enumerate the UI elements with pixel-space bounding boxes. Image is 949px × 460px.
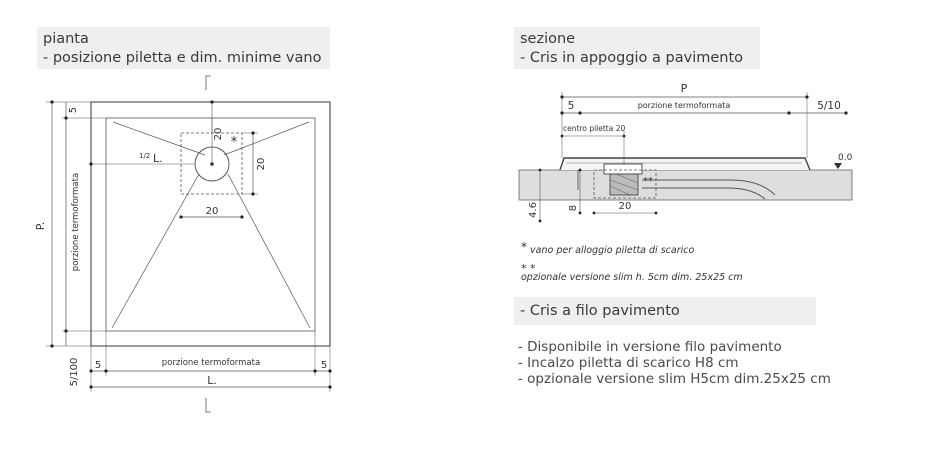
slope-line <box>113 122 205 155</box>
note-1-star: * <box>521 240 527 254</box>
plan-outer-tray <box>91 102 330 346</box>
plan-label-side: porzione termoformata <box>71 172 81 272</box>
section-marker-top <box>206 76 211 90</box>
section-double-star: ** <box>643 176 653 187</box>
slope-line <box>112 174 199 328</box>
plan-bottom-dim-left: 5 <box>94 360 102 371</box>
plan-inner-area <box>106 118 315 331</box>
plan-drain-star: * <box>230 135 238 150</box>
filo-item-1: - Disponibile in versione filo pavimento <box>518 339 782 355</box>
section-header-subtitle: - Cris in appoggio a pavimento <box>520 50 744 66</box>
plan-vano-height: 20 <box>256 157 267 171</box>
filo-item-3: - opzionale versione slim H5cm dim.25x25 cm <box>518 371 831 387</box>
section-level-label: 0.0 <box>838 153 853 163</box>
plan-drain-offset: 20 <box>213 127 224 141</box>
section-P-label: P <box>680 82 688 95</box>
plan-dim-dots <box>50 100 331 388</box>
section-dim-46-label: 4.6 <box>528 202 539 218</box>
plan-dim-L: L. <box>207 374 217 387</box>
note-2-text: opzionale versione slim h. 5cm dim. 25x25 cm <box>521 272 743 283</box>
note-1 <box>521 240 694 256</box>
drain-top <box>604 164 642 174</box>
section-termo-label: porzione termoformata <box>637 101 731 110</box>
plan-vano-width: 20 <box>205 206 219 217</box>
section-centro-label: centro piletta 20 <box>563 124 626 133</box>
note-2-star: * * <box>521 262 536 275</box>
plan-half-prefix: 1/2 <box>139 152 151 160</box>
plan-header-subtitle: - posizione piletta e dim. minime vano <box>43 50 322 66</box>
filo-list <box>518 339 831 387</box>
section-left-5: 5 <box>567 100 575 112</box>
plan-bottom-dim-right: 5 <box>320 360 328 371</box>
section-marker-bottom <box>206 398 211 412</box>
plan-dim-P: P. <box>34 221 47 231</box>
filo-item-2: - Incalzo piletta di scarico H8 cm <box>518 355 739 371</box>
plan-header-title: pianta <box>43 31 89 47</box>
floor-slab <box>519 170 852 200</box>
plan-dim-top-5: 5 <box>68 106 79 114</box>
plan-dim-bottom-5-100: 5/100 <box>69 357 80 387</box>
plan-half-L: L. <box>153 152 163 165</box>
section-right-5-10: 5/10 <box>817 100 841 112</box>
tray-profile <box>560 158 810 170</box>
section-dim-20-label: 20 <box>618 201 632 212</box>
filo-header: - Cris a filo pavimento <box>514 297 816 325</box>
slope-line <box>228 174 310 328</box>
level-marker <box>834 163 842 169</box>
note-1-text: vano per alloggio piletta di scarico <box>530 245 695 256</box>
plan-bottom-label: porzione termoformata <box>161 358 261 368</box>
section-dim-8-label: 8 <box>568 204 579 212</box>
section-header-title: sezione <box>520 31 576 47</box>
